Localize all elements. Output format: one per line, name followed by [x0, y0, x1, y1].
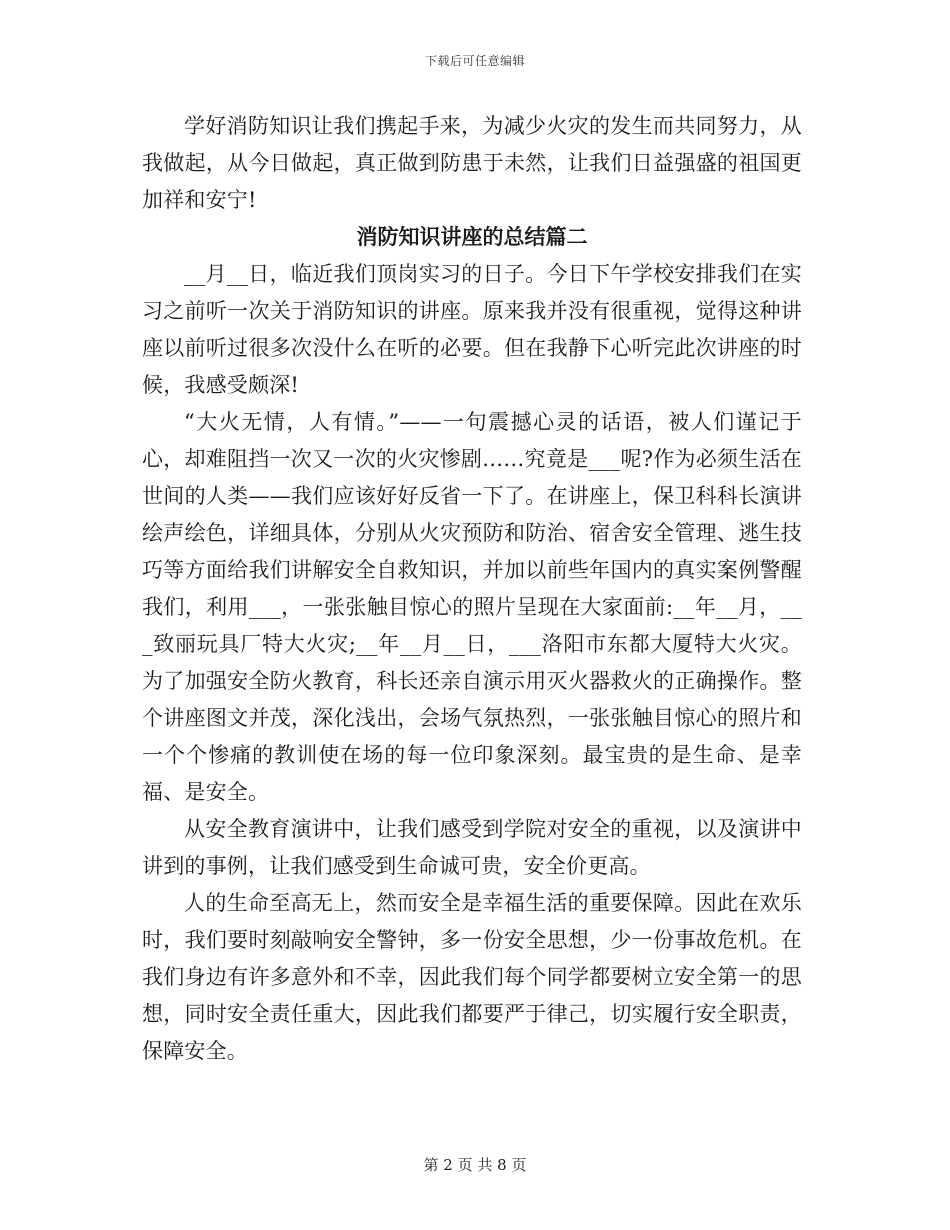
- paragraph: 人的生命至高无上，然而安全是幸福生活的重要保障。因此在欢乐时，我们要时刻敲响安全警钟，多一份安全思想，少一份事故危机。在我们身边有许多意外和不幸，因此我们每个同学都要树立安全第一的思想，同时安全责任重大，因此我们都要严于律己，切实履行安全职责，保障安全。: [142, 891, 802, 1063]
- paragraph: “大火无情，人有情。”——一句震撼心灵的话语，被人们谨记于心，却难阻挡一次又一次的火灾惨剧……究竟是___呢?作为必须生活在世间的人类——我们应该好好反省一下了。在讲座上，保卫科科长演讲绘声绘色，详细具体，分别从火灾预防和防治、宿舍安全管理、逃生技巧等方面给我们讲解安全自救知识，并加以前些年国内的真实案例警醒我们，利用___，一张张触目惊心的照片呈现在大家面前:__年__月，___致丽玩具厂特大火灾;__年__月__日，___洛阳市东都大厦特大火灾。为了加强安全防火教育，科长还亲自演示用灭火器救火的正确操作。整个讲座图文并茂，深化浅出，会场气氛热烈，一张张触目惊心的照片和一个个惨痛的教训使在场的每一位印象深刻。最宝贵的是生命、是幸福、是安全。: [142, 410, 802, 804]
- page-header: 下载后可任意编辑: [424, 54, 525, 68]
- paragraph: 从安全教育演讲中，让我们感受到学院对安全的重视，以及演讲中讲到的事例，让我们感受到生命诚可贵，安全价更高。: [142, 817, 802, 878]
- page-footer: 第 2 页 共 8 页: [423, 1156, 527, 1174]
- paragraph: 学好消防知识让我们携起手来，为减少火灾的发生而共同努力，从我做起，从今日做起，真正做到防患于未然，让我们日益强盛的祖国更加祥和安宁!: [142, 114, 802, 212]
- paragraph: __月__日，临近我们顶岗实习的日子。今日下午学校安排我们在实习之前听一次关于消防知识的讲座。原来我并没有很重视，觉得这种讲座以前听过很多次没什么在听的必要。但在我静下心听完此次讲座的时候，我感受颇深!: [142, 262, 802, 397]
- section-title: 消防知识讲座的总结篇二: [356, 225, 588, 249]
- document-body: [142, 108, 802, 1070]
